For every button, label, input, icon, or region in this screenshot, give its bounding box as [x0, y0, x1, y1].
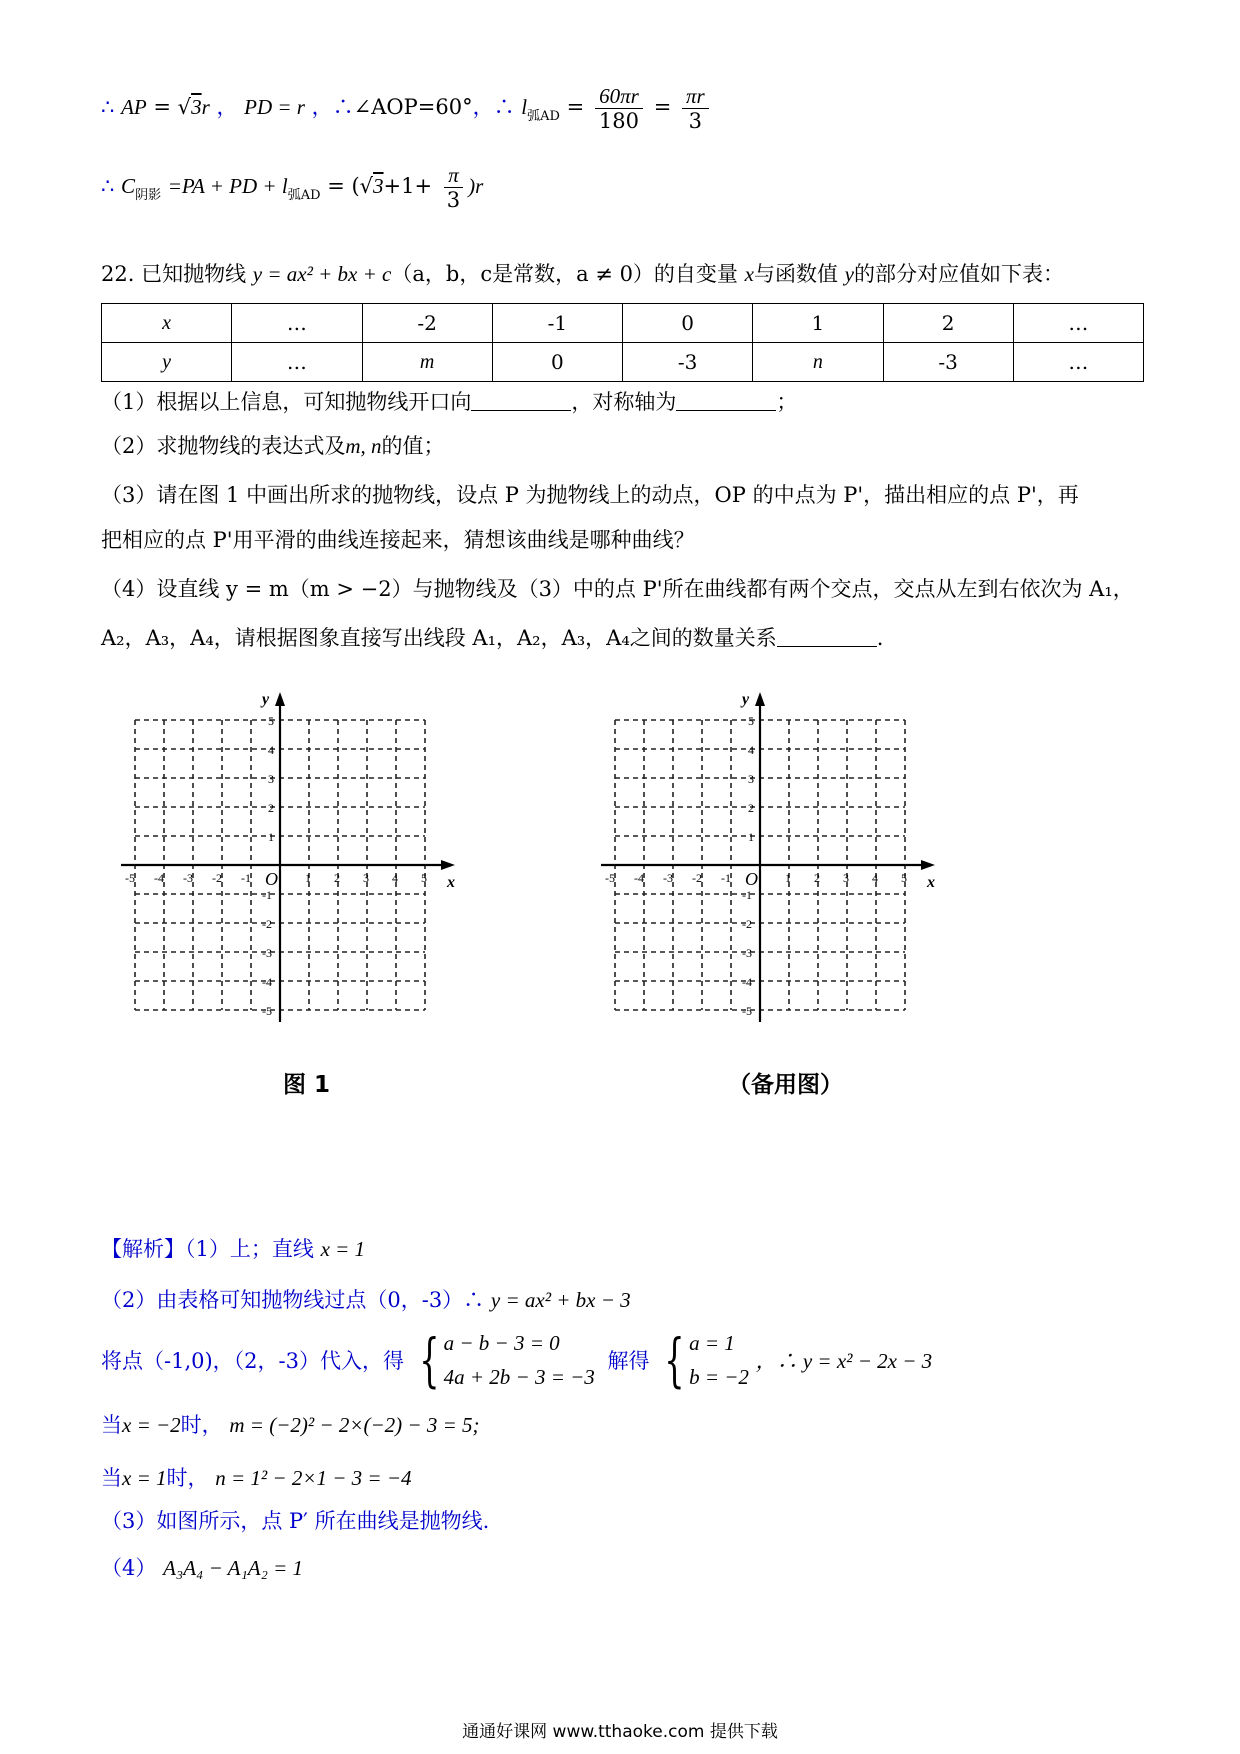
x-tick-label: 1 — [785, 871, 791, 885]
problem-22-stem: 22. 已知抛物线 y = ax² + bx + c（a，b，c是常数，a ≠ 0）的自变量 x与函数值 y的部分对应值如下表： — [101, 262, 1064, 286]
fraction-pir-3: $\frac{\pi r}{3}$ — [682, 84, 709, 133]
origin-label: O — [265, 869, 278, 889]
table-cell: -3 — [883, 343, 1013, 382]
y-tick-label: 4 — [748, 743, 754, 757]
question-4-line-1: （4）设直线 y = m（m > −2）与抛物线及（3）中的点 P'所在曲线都有两个交点，交点从左到右依次为 A₁， — [101, 577, 1134, 601]
equation-system-1: { a − b − 3 = 0 4a + 2b − 3 = −3 — [419, 1326, 595, 1394]
x-tick-label: 5 — [901, 871, 907, 885]
x-tick-label: -4 — [634, 871, 644, 885]
y-tick-label: -3 — [742, 946, 752, 960]
value-table — [101, 303, 1144, 382]
answer-part-1: 【解析】（1）上；直线 x = 1 — [101, 1237, 366, 1261]
y-tick-label: 1 — [268, 830, 274, 844]
therefore-symbol: ∴ — [101, 95, 115, 120]
answer-part-3: （3）如图所示，点 P′ 所在曲线是抛物线. — [101, 1509, 490, 1533]
table-cell: … — [232, 304, 362, 343]
x-tick-label: 4 — [872, 871, 878, 885]
y-axis-label: y — [262, 691, 270, 708]
pd-equation: PD = r — [244, 95, 305, 120]
angle-equation: ∠AOP=60° — [353, 95, 473, 120]
table-cell: y — [102, 343, 232, 382]
y-axis-arrow — [755, 692, 765, 706]
question-3-line-1: （3）请在图 1 中画出所求的抛物线，设点 P 为抛物线上的动点，OP 的中点为 P'，描出相应的点 P'，再 — [101, 483, 1079, 507]
x-tick-label: -2 — [212, 871, 222, 885]
perimeter-expression: =PA + PD + l — [167, 174, 288, 199]
figure-backup-caption: （备用图） — [728, 1072, 843, 1098]
page-footer: 通通好课网 www.tthaoke.com 提供下载 — [462, 1722, 778, 1742]
x-tick-label: -2 — [692, 871, 702, 885]
y-tick-label: -2 — [262, 917, 272, 931]
question-4-line-2: A₂，A₃，A₄，请根据图象直接写出线段 A₁，A₂，A₃，A₄之间的数量关系 . — [101, 626, 884, 650]
x-tick-label: 5 — [421, 871, 427, 885]
table-cell: 0 — [492, 343, 622, 382]
answer-blank-2 — [676, 392, 776, 411]
table-cell: -2 — [362, 304, 492, 343]
y-tick-label: 2 — [268, 801, 274, 815]
answer-m-value: 当x = −2时， m = (−2)² − 2×(−2) − 3 = 5; — [101, 1413, 480, 1437]
perimeter-symbol: C — [121, 174, 136, 199]
y-tick-label: 1 — [748, 830, 754, 844]
x-axis-label: x — [447, 874, 455, 891]
prev-solution-line-1: ∴ AP = √3r ， PD = r ，∴∠AOP=60°，∴ $l_{弧AD}$ = $\frac{60\pi r}{180}$ = $\frac{\pi r}{3}$ — [101, 84, 713, 133]
answer-blank-1 — [471, 392, 571, 411]
y-tick-label: -5 — [262, 1004, 272, 1018]
x-tick-label: -4 — [154, 871, 164, 885]
answer-n-value: 当x = 1时， n = 1² − 2×1 − 3 = −4 — [101, 1466, 412, 1490]
table-cell: … — [1013, 343, 1143, 382]
origin-label: O — [745, 869, 758, 889]
table-cell: x — [102, 304, 232, 343]
x-axis-arrow — [921, 860, 935, 870]
x-tick-label: 2 — [334, 871, 340, 885]
table-cell: n — [753, 343, 883, 382]
x-tick-label: 3 — [843, 871, 849, 885]
x-tick-label: -3 — [663, 871, 673, 885]
coordinate-grid-figure-1 — [125, 690, 490, 1030]
fraction-pi-3: $\frac{\pi}{3}$ — [443, 163, 464, 212]
ap-rhs: r — [201, 95, 210, 120]
parabola-function: y = ax² + bx + c — [252, 262, 392, 286]
prev-solution-line-2: ∴ $C_{阴影} =PA$ + PD + $l_{弧AD} = (√3+1+$ $\frac{\pi}{3}$ )r — [101, 163, 484, 213]
x-tick-label: -3 — [183, 871, 193, 885]
table-cell: -1 — [492, 304, 622, 343]
x-tick-label: 1 — [305, 871, 311, 885]
y-tick-label: -1 — [742, 888, 752, 902]
y-tick-label: -3 — [262, 946, 272, 960]
x-axis-arrow — [441, 860, 455, 870]
y-tick-label: -4 — [742, 975, 752, 989]
x-tick-label: -5 — [605, 871, 615, 885]
y-tick-label: -2 — [742, 917, 752, 931]
table-cell: 2 — [883, 304, 1013, 343]
table-cell: -3 — [623, 343, 753, 382]
x-tick-label: -5 — [125, 871, 135, 885]
table-cell: … — [1013, 304, 1143, 343]
perimeter-subscript: 阴影 — [135, 188, 162, 204]
y-tick-label: 5 — [268, 714, 274, 728]
question-3-line-2: 把相应的点 P'用平滑的曲线连接起来，猜想该曲线是哪种曲线？ — [101, 528, 695, 552]
x-tick-label: 3 — [363, 871, 369, 885]
answer-part-2: （2）由表格可知抛物线过点（0，-3）∴ y = ax² + bx − 3 — [101, 1288, 631, 1312]
y-tick-label: 3 — [748, 772, 754, 786]
arc-subscript: 弧AD — [527, 109, 560, 125]
equation-system-2: { a = 1 b = −2 — [664, 1326, 749, 1394]
y-axis-arrow — [275, 692, 285, 706]
y-tick-label: 3 — [268, 772, 274, 786]
y-tick-label: -5 — [742, 1004, 752, 1018]
y-tick-label: 4 — [268, 743, 274, 757]
x-tick-label: -1 — [241, 871, 251, 885]
answer-blank-3 — [777, 628, 877, 647]
answer-substitution: 将点（-1,0)，（2，-3）代入，得 { a − b − 3 = 0 4a + 2b − 3 = −3 解得 { a = 1 b = −2 ，∴ y = x² − 2x − 3 — [101, 1326, 933, 1394]
fraction-60pir-180: $\frac{60\pi r}{180}$ — [595, 84, 643, 133]
figure-1-caption: 图 1 — [283, 1072, 331, 1098]
question-2: （2）求抛物线的表达式及m, n的值； — [101, 434, 445, 458]
x-tick-label: 4 — [392, 871, 398, 885]
table-cell: 0 — [623, 304, 753, 343]
table-row-x — [102, 304, 1144, 343]
x-axis-label: x — [927, 874, 935, 891]
table-row-y — [102, 343, 1144, 382]
table-cell: m — [362, 343, 492, 382]
y-tick-label: 5 — [748, 714, 754, 728]
sqrt-value: 3 — [191, 95, 202, 120]
x-tick-label: -1 — [721, 871, 731, 885]
y-tick-label: 2 — [748, 801, 754, 815]
coordinate-grid-figure-backup — [605, 690, 970, 1030]
table-cell: … — [232, 343, 362, 382]
question-1: （1）根据以上信息，可知抛物线开口向 ，对称轴为 ； — [101, 390, 798, 414]
y-axis-label: y — [742, 691, 750, 708]
arc-length-symbol: l — [521, 95, 528, 120]
answer-label: 【解析】 — [101, 1237, 185, 1261]
x-tick-label: 2 — [814, 871, 820, 885]
y-tick-label: -4 — [262, 975, 272, 989]
answer-part-4: （4） A₃A₄ − A₁A₂ = 1 — [101, 1556, 304, 1580]
problem-number: 22. — [101, 262, 135, 286]
table-cell: 1 — [753, 304, 883, 343]
y-tick-label: -1 — [262, 888, 272, 902]
ap-label: AP — [121, 95, 147, 120]
